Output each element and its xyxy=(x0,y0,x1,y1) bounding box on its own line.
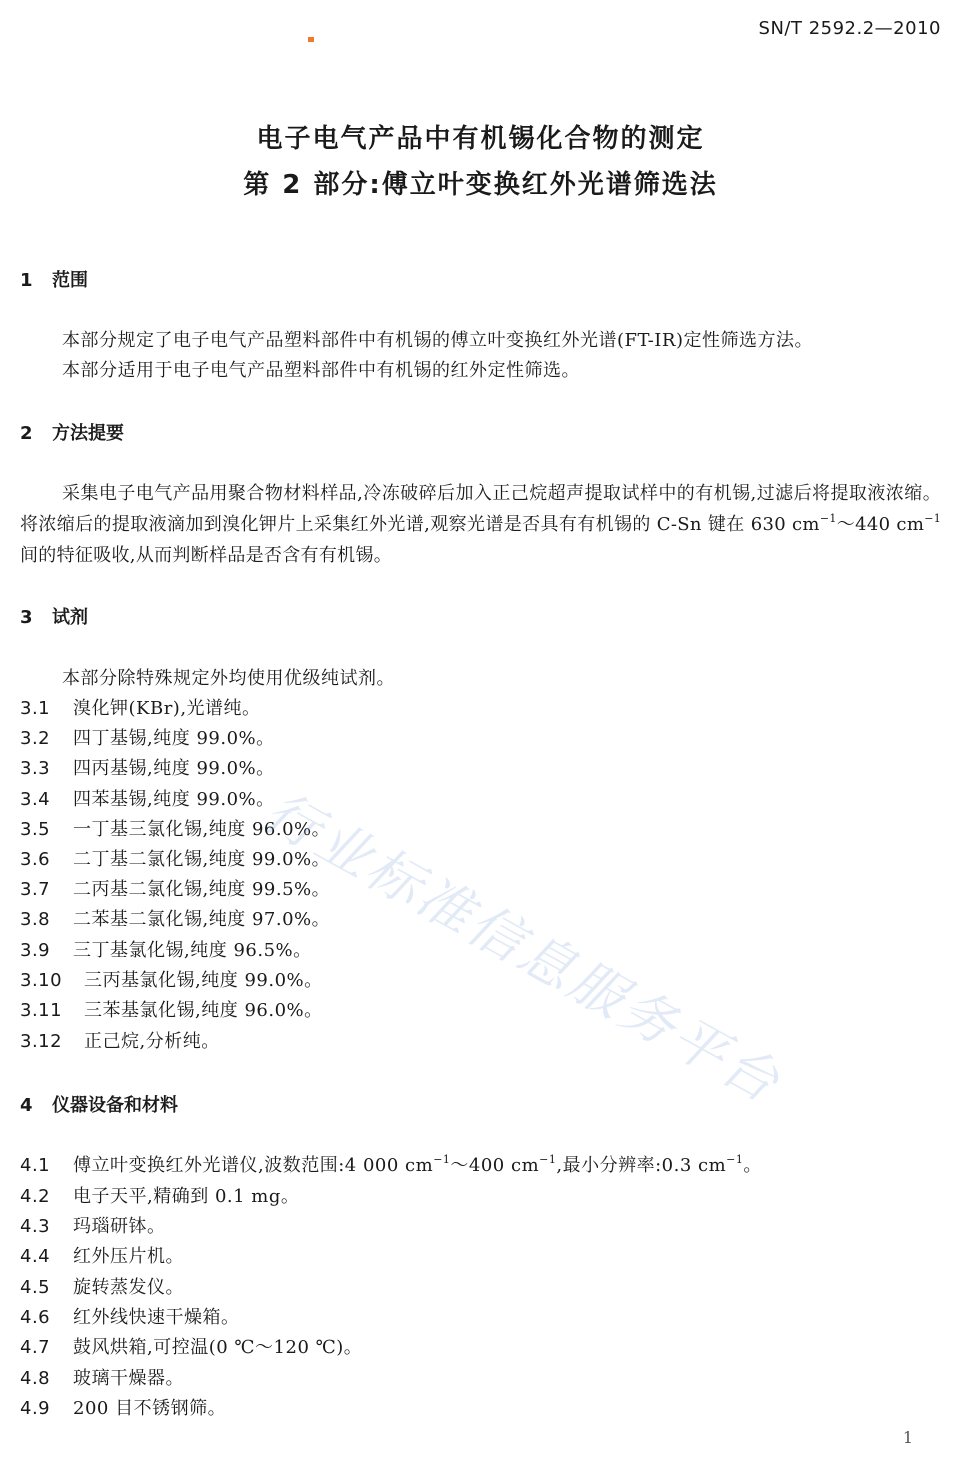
document-title-line2: 第 2 部分:傅立叶变换红外光谱筛选法 xyxy=(243,170,718,200)
item-number: 3.8 xyxy=(20,909,51,930)
reagent-item xyxy=(20,724,275,750)
item-text: 四丙基锡,纯度 99.0%。 xyxy=(73,758,275,779)
section-1-heading xyxy=(20,266,88,292)
item-number: 3.3 xyxy=(20,758,51,779)
section-2-paragraph xyxy=(20,478,941,571)
reagent-item xyxy=(20,754,275,780)
section-title: 方法提要 xyxy=(52,423,124,444)
item-text: 二丙基二氯化锡,纯度 99.5%。 xyxy=(73,879,331,900)
item-text: 四丁基锡,纯度 99.0%。 xyxy=(73,728,275,749)
superscript: −1 xyxy=(924,512,942,525)
equipment-item xyxy=(20,1303,240,1329)
item-text: 正己烷,分析纯。 xyxy=(84,1031,220,1052)
item-text: 旋转蒸发仪。 xyxy=(73,1277,184,1298)
item-text: 三丁基氯化锡,纯度 96.5%。 xyxy=(73,940,312,961)
orange-mark xyxy=(308,37,314,42)
item-number: 4.4 xyxy=(20,1246,51,1267)
item-text: 二丁基二氯化锡,纯度 99.0%。 xyxy=(73,849,331,870)
section-3-intro: 本部分除特殊规定外均使用优级纯试剂。 xyxy=(62,668,395,689)
item-number: 3.9 xyxy=(20,940,51,961)
equipment-item xyxy=(20,1212,166,1238)
item-number: 4.7 xyxy=(20,1337,51,1358)
para-text: 间的特征吸收,从而判断样品是否含有有机锡。 xyxy=(20,545,393,566)
section-number: 1 xyxy=(20,270,33,291)
section-3-heading xyxy=(20,603,88,629)
section-number: 2 xyxy=(20,423,33,444)
item-number: 3.11 xyxy=(20,1000,63,1021)
section-number: 4 xyxy=(20,1095,33,1116)
item-text: 三苯基氯化锡,纯度 96.0%。 xyxy=(84,1000,323,1021)
item-number: 4.5 xyxy=(20,1277,51,1298)
item-text: 电子天平,精确到 0.1 mg。 xyxy=(73,1186,300,1207)
item-number: 3.2 xyxy=(20,728,51,749)
item-text: 三丙基氯化锡,纯度 99.0%。 xyxy=(84,970,323,991)
item-text: 。 xyxy=(743,1155,762,1176)
item-text: 红外压片机。 xyxy=(73,1246,184,1267)
item-text: 玻璃干燥器。 xyxy=(73,1368,184,1389)
watermark: 行业标准信息服务平台 xyxy=(254,779,792,1116)
equipment-item xyxy=(20,1364,184,1390)
equipment-item xyxy=(20,1151,762,1177)
para-text: 采集电子电气产品用聚合物材料样品,冷冻破碎后加入正己烷超声提取试样中的有机锡,过滤后将提取液浓缩。将浓缩后的提取液滴加到溴化钾片上采集红外光谱,观察光谱是否具有有机锡的 C-Sn 键在 630 cm xyxy=(20,483,941,535)
item-text: 二苯基二氯化锡,纯度 97.0%。 xyxy=(73,909,331,930)
item-number: 3.6 xyxy=(20,849,51,870)
item-number: 4.1 xyxy=(20,1155,51,1176)
section-title: 仪器设备和材料 xyxy=(52,1095,178,1116)
equipment-item xyxy=(20,1273,184,1299)
superscript: −1 xyxy=(539,1153,557,1166)
page-number: 1 xyxy=(902,1428,913,1447)
item-text: 鼓风烘箱,可控温(0 ℃～120 ℃)。 xyxy=(73,1337,363,1358)
item-text: 傅立叶变换红外光谱仪,波数范围:4 000 cm xyxy=(73,1155,434,1176)
reagent-item xyxy=(20,875,330,901)
item-text: 一丁基三氯化锡,纯度 96.0%。 xyxy=(73,819,331,840)
superscript: −1 xyxy=(819,512,837,525)
item-text: 溴化钾(KBr),光谱纯。 xyxy=(73,698,261,719)
reagent-item xyxy=(20,996,323,1022)
reagent-item xyxy=(20,785,275,811)
equipment-item xyxy=(20,1394,226,1420)
item-text: 红外线快速干燥箱。 xyxy=(73,1307,240,1328)
section-1-paragraph-1: 本部分规定了电子电气产品塑料部件中有机锡的傅立叶变换红外光谱(FT-IR)定性筛选方法。 xyxy=(62,330,813,351)
document-title-line1: 电子电气产品中有机锡化合物的测定 xyxy=(256,124,705,154)
item-text: 四苯基锡,纯度 99.0%。 xyxy=(73,789,275,810)
standard-code: SN/T 2592.2—2010 xyxy=(758,18,941,39)
section-2-heading xyxy=(20,419,124,445)
reagent-item xyxy=(20,1027,220,1053)
reagent-item xyxy=(20,694,261,720)
item-number: 3.12 xyxy=(20,1031,63,1052)
reagent-item xyxy=(20,905,330,931)
item-number: 3.7 xyxy=(20,879,51,900)
item-text: ,最小分辨率:0.3 cm xyxy=(556,1155,727,1176)
superscript: −1 xyxy=(433,1153,451,1166)
item-number: 4.6 xyxy=(20,1307,51,1328)
superscript: −1 xyxy=(726,1153,744,1166)
item-number: 3.10 xyxy=(20,970,63,991)
item-number: 4.3 xyxy=(20,1216,51,1237)
equipment-item xyxy=(20,1333,362,1359)
item-number: 4.2 xyxy=(20,1186,51,1207)
section-title: 范围 xyxy=(52,270,88,291)
item-text: 玛瑙研钵。 xyxy=(73,1216,166,1237)
item-number: 3.4 xyxy=(20,789,51,810)
equipment-item xyxy=(20,1242,184,1268)
equipment-item xyxy=(20,1182,299,1208)
item-text: ～400 cm xyxy=(450,1155,540,1176)
section-number: 3 xyxy=(20,607,33,628)
item-number: 3.5 xyxy=(20,819,51,840)
section-4-heading xyxy=(20,1091,178,1117)
item-number: 4.9 xyxy=(20,1398,51,1419)
section-1-paragraph-2: 本部分适用于电子电气产品塑料部件中有机锡的红外定性筛选。 xyxy=(62,360,580,381)
item-number: 3.1 xyxy=(20,698,51,719)
item-number: 4.8 xyxy=(20,1368,51,1389)
section-title: 试剂 xyxy=(52,607,88,628)
reagent-item xyxy=(20,936,312,962)
reagent-item xyxy=(20,966,323,992)
para-text: ～440 cm xyxy=(836,514,925,535)
item-text: 200 目不锈钢筛。 xyxy=(73,1398,227,1419)
